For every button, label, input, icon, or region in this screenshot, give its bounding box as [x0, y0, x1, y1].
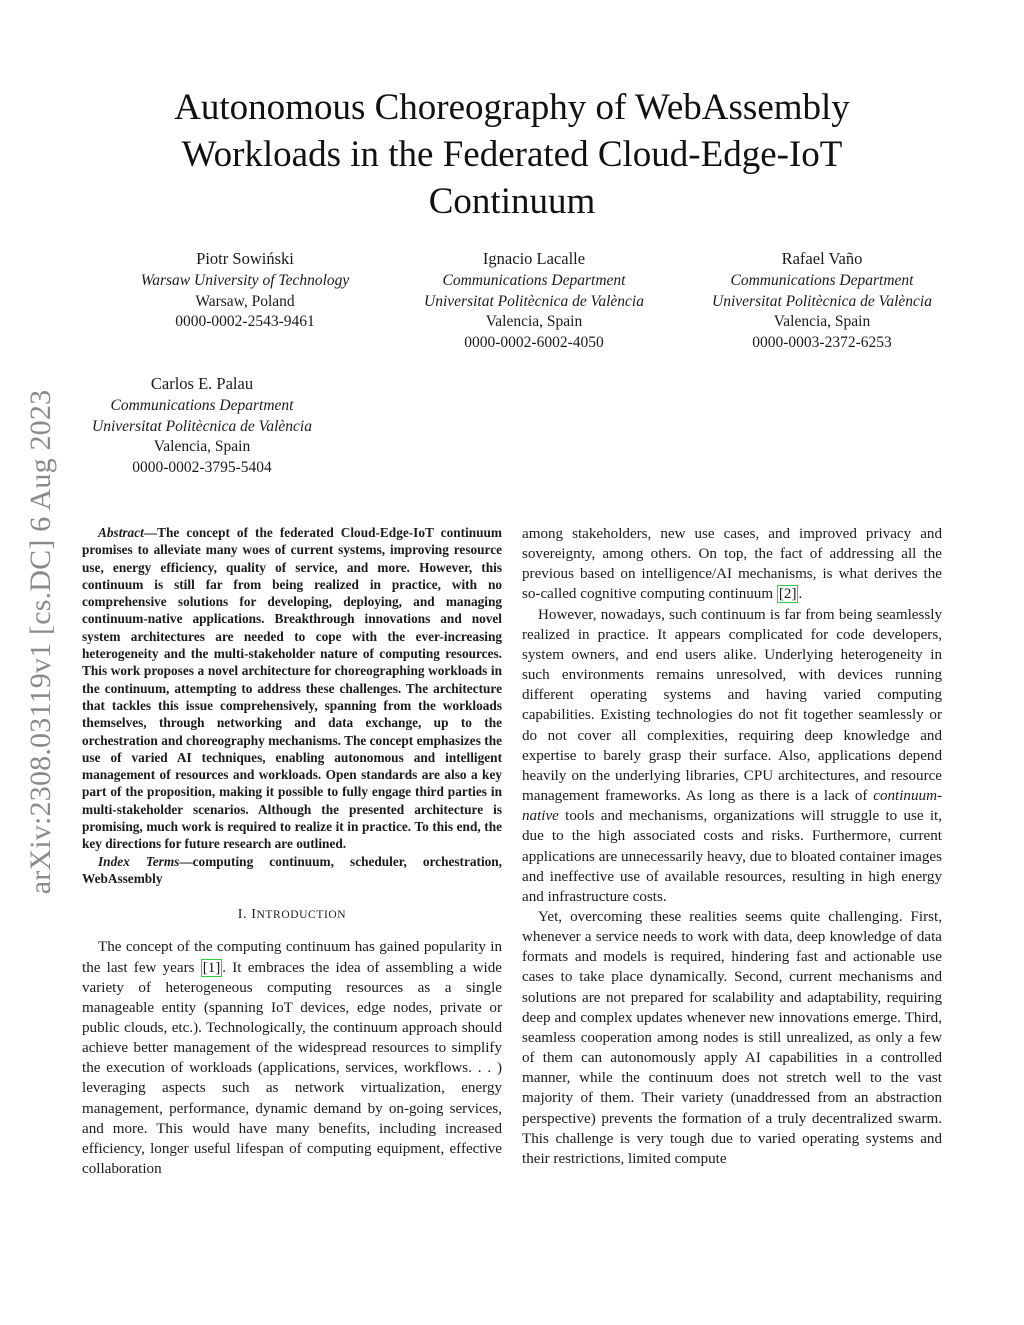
left-column — [82, 524, 502, 1179]
paragraph-text: among stakeholders, new use cases, and improved privacy and sovereignty, among others. On top, the fact of addressing all the previous based on intelligence/AI mechanisms, is what derives the so-called cognitive computing continuum — [522, 526, 942, 603]
citation-link[interactable]: [2] — [778, 586, 797, 603]
index-terms-text: —computing continuum, scheduler, orchestration, WebAssembly — [82, 853, 503, 886]
title-line: Workloads in the Federated Cloud-Edge-IoT — [181, 134, 843, 175]
arxiv-identifier-stamp: arXiv:2308.03119v1 [cs.DC] 6 Aug 2023 — [24, 389, 57, 895]
author-affiliation: Universitat Politècnica de València — [424, 292, 644, 310]
paragraph-text: . — [798, 586, 803, 603]
author-name: Piotr Sowiński — [196, 249, 294, 268]
author-block-vano — [672, 247, 972, 353]
paragraph-challenges — [522, 605, 942, 907]
paragraph-text: . It embraces the idea of assembling a wide variety of heterogeneous computing resources as a single manageable entity (spanning IoT devices, edge nodes, private or public clouds, etc.). Technologically, the continuum approach should achieve better management of the widespread resources to simplify the execution of workloads (applications, services, workflows. . . ) leveraging aspects such as network virtualization, energy management, performance, dynamic demand by on-going services, and more. This would have many benefits, including increased efficiency, longer useful lifespan of computing equipment, effective collaboration — [82, 959, 502, 1178]
section-heading-introduction — [82, 905, 502, 925]
section-initial: I — [251, 907, 257, 923]
paragraph-overcoming: Yet, overcoming these realities seems quite challenging. First, whenever a service needs to work with data, deep knowledge of data formats and models is required, hindering fast and actionable use cases to take place dynamically. Second, current mechanisms and solutions are not prepared for scalability and adaptability, requiring deep and complex updates whenever new innovations emerge. Third, seamless cooperation among nodes is still unrealized, as only a few of them can autonomously apply AI capabilities in a controlled manner, while the continuum does not stretch well to the vast majority of them. Their variety (unaddressed from an abstraction perspective) prevents the formation of a truly decentralized swarm. This challenge is very tough due to varied operating systems and their restrictions, limited compute — [522, 908, 942, 1167]
author-name: Ignacio Lacalle — [482, 249, 586, 268]
section-number: I. — [237, 907, 252, 923]
author-department: Communications Department — [442, 272, 626, 289]
author-block-palau — [52, 372, 352, 478]
citation-link[interactable]: [1] — [202, 959, 221, 976]
author-orcid: 0000-0002-2543-9461 — [175, 313, 315, 330]
author-department: Communications Department — [110, 397, 294, 414]
abstract-label: Abstract — [98, 525, 144, 540]
author-affiliation: Warsaw University of Technology — [140, 272, 350, 289]
author-address: Valencia, Spain — [485, 313, 583, 330]
author-name: Rafael Vaño — [781, 249, 863, 268]
paragraph-text: tools and mechanisms, organizations will struggle to use it, due to the high associated costs and risks. Furthermore, current applications are unnecessarily heavy, due to bloated container images and ineffective use of available resources, resulting in high energy and infrastructure costs. — [522, 808, 942, 905]
author-orcid: 0000-0002-6002-4050 — [464, 333, 604, 351]
author-address: Valencia, Spain — [773, 313, 871, 330]
section-title-rest: NTRODUCTION — [256, 909, 347, 922]
index-terms — [82, 853, 502, 888]
intro-paragraph — [82, 937, 502, 1179]
paragraph-text: The concept of the computing continuum has gained popularity in the last few years — [82, 939, 502, 976]
abstract-text: —The concept of the federated Cloud-Edge-IoT continuum promises to alleviate many woes of current systems, improving resource use, energy efficiency, quality of service, and more. However, this continuum is still far from being realized in practice, with no comprehensive solutions for developing, deploying, and managing continuum-native applications. Breakthrough innovations and novel system architectures are needed to cope with the ever-increasing heterogeneity and the multi-stakeholder nature of computing resources. This work proposes a novel architecture for choreographing workloads in the continuum, attempting to address these challenges. The architecture that tackles this issue comprehensively, spanning from the workloads themselves, through networking and data exchange, up to the orchestration and choreography mechanisms. The concept emphasizes the use of varied AI techniques, enabling autonomous and intelligent management of resources and workloads. Open standards are also a key part of the proposition, making it possible to fully engage third parties in multi-stakeholder scenarios. Although the presented architecture is promising, much work is required to realize it in practice. To this end, the key directions for future research are outlined. — [82, 525, 502, 852]
author-address: Warsaw, Poland — [195, 292, 295, 310]
paragraph-text: However, nowadays, such continuum is far from being seamlessly realized in practice. It appears complicated for code developers, system owners, and end users alike. Underlying heterogeneity in such environments remains unresolved, with devices running different operating systems and having varied computing capabilities. Existing technologies do not fit together seamlessly or do not cover all complexities, requiring deep knowledge and expertise to barely grasp their surface. Also, applications depend heavily on the underlying libraries, CPU architectures, and resource management frameworks. As long as there is a lack of — [522, 606, 942, 805]
emphasis-text: continuum-native — [522, 788, 942, 825]
author-department: Communications Department — [730, 272, 914, 289]
index-terms-label: Index Terms — [98, 853, 180, 869]
abstract — [82, 524, 502, 853]
title-line: Continuum — [428, 181, 596, 222]
right-column — [522, 524, 942, 1169]
paper-title — [110, 84, 914, 225]
title-line: Autonomous Choreography of WebAssembly — [174, 87, 850, 128]
author-affiliation: Universitat Politècnica de València — [92, 417, 312, 435]
author-block-sowinski — [95, 247, 395, 333]
author-affiliation: Universitat Politècnica de València — [712, 292, 932, 310]
author-orcid: 0000-0003-2372-6253 — [752, 333, 892, 351]
author-name: Carlos E. Palau — [150, 374, 254, 393]
author-address: Valencia, Spain — [153, 438, 251, 455]
continued-paragraph — [522, 524, 942, 605]
author-orcid: 0000-0002-3795-5404 — [132, 458, 272, 476]
author-block-lacalle — [384, 247, 684, 353]
